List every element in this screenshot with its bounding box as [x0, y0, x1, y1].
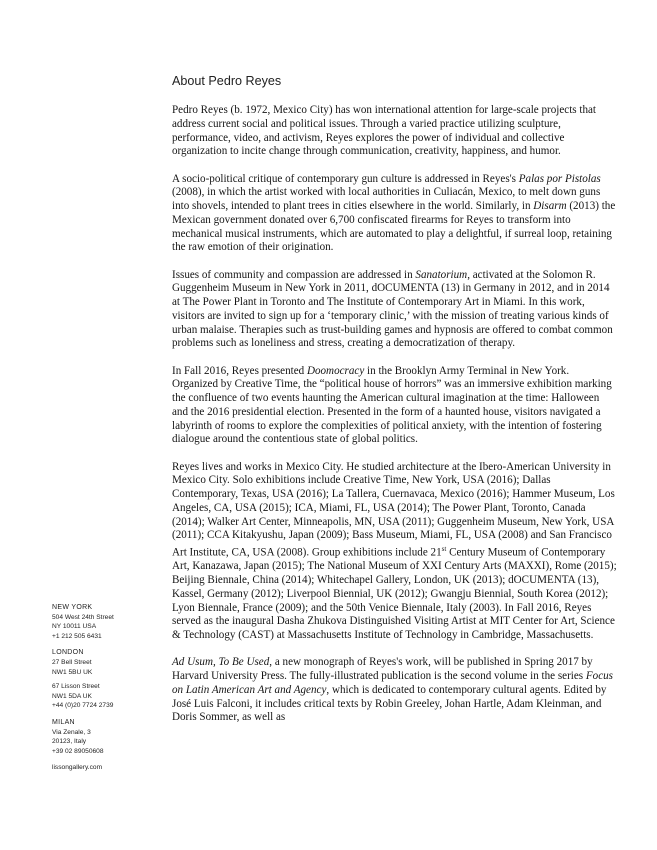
city-name: LONDON [52, 649, 84, 657]
paragraph-text: , a new monograph of Reyes's work, will be published in Spring 2017 by Harvard University Press. The fully-illustrated publication is the second volume in the series [172, 656, 593, 683]
gallery-addresses [52, 603, 162, 773]
city-name: NEW YORK [52, 604, 93, 611]
phone-number: +44 (0)20 7724 2739 [52, 702, 114, 710]
body-text [172, 104, 617, 739]
paragraph-text: A socio-political critique of contemporary gun culture is addressed in Reyes's [172, 172, 519, 185]
address-line: NW1 5BU UK [52, 668, 93, 676]
address-new-york [52, 603, 162, 641]
address-line: 20123, Italy [52, 738, 87, 746]
address-line: NW1 5DA UK [52, 692, 92, 700]
address-line: NY 10011 USA [52, 623, 97, 631]
paragraph-text: Reyes lives and works in Mexico City. He studied architecture at the Ibero-American University in Mexico City. Solo exhibitions include Creative Time, New York, USA (2016); Dallas Contemporary, Texas, USA (2016); La Tallera, Cuernavaca, Mexico (2016); Hammer Museum, Los Angeles, CA, USA (2015); ICA, Miami, FL, USA (2014); The Power Plant, Toronto, Canada (2014); Walker Art Center, Minneapolis, MN, USA (2011); Guggenheim Museum, New York, USA (2011); CCA Kitakyushu, Japan (2009); Bass Museum, Miami, FL, USA (2008) and San Francisco Art Institute, CA, USA (2008). Group exhibitions include 21 [172, 460, 615, 559]
series-title: Focus on Latin American Art and Agency [172, 670, 613, 696]
paragraph-text: , activated at the Solomon R. Guggenheim Museum in New York in 2011, dOCUMENTA (13) in Germany in 2012, and in 2014 at The Power Plant in Toronto and The Institute of Contemporary Art in Miami. In this work, visitors are invited to sign up for a ‘temporary clinic,’ with the mission of treating various kinds of urban malaise. Therapies such as trust-building games and hypnosis are offered to combat common problems such as loneliness and stress, creating a democratization of therapy. [172, 268, 613, 350]
artwork-title: Doomocracy [306, 364, 365, 377]
paragraph-monograph [172, 656, 617, 725]
artwork-title: Disarm [533, 200, 567, 212]
paragraph-text: Pedro Reyes (b. 1972, Mexico City) has won international attention for large-scale projects that address current social and political issues. Through a varied practice utilizing sculpture, performance, video, and activism, Reyes explores the power of individual and collective organization to incite change through communication, creativity, happiness, and humor. [172, 104, 597, 158]
paragraph-text: (2008), in which the artist worked with local authorities in Culiacán, Mexico, to melt down guns into shovels, intended to plant trees in cities elsewhere in the world. Similarly, in [172, 186, 601, 212]
paragraph-biography [172, 461, 617, 643]
artwork-title: Palas por Pistolas [518, 172, 601, 185]
phone-number: +39 02 89050608 [52, 747, 104, 755]
website-link[interactable]: lissongallery.com [52, 764, 103, 772]
artwork-title: Sanatorium [415, 268, 468, 281]
city-name: MILAN [52, 718, 75, 726]
address-line: 504 West 24th Street [52, 613, 114, 621]
paragraph-intro [172, 104, 617, 159]
address-line: Via Zenale, 3 [52, 728, 91, 736]
phone-number: +1 212 505 6431 [52, 632, 102, 640]
address-line: 27 Bell Street [52, 658, 92, 666]
paragraph-text: Century Museum of Contemporary Art, Kanazawa, Japan (2015); The National Museum of XXI Century Arts (MAXXI), Rome (2015); Beijing Biennale, China (2014); Whitechapel Gallery, London, UK (2013); dOCUMENTA (13), Kassel, Germany (2012); Liverpool Biennial, UK (2012); Gwangju Biennial, South Korea (2012); Lyon Biennale, France (2009); and the 50th Venice Biennale, Italy (2003). In Fall 2016, Reyes served as the inaugural Dasha Zhukova Distinguished Visiting Artist at MIT Center for Art, Science & Technology (CAST) at Massachusetts Institute of Technology in Cambridge, Massachusetts. [172, 546, 617, 642]
paragraph-gun-culture [172, 173, 617, 256]
paragraph-text: (2013) the Mexican government donated over 6,700 confiscated firearms for Reyes to transform into mechanical musical instruments, which are automated to play a delightful, if surreal loop, retaining the raw emotion of their origination. [172, 200, 616, 254]
paragraph-doomocracy [172, 365, 617, 448]
paragraph-text: , which is dedicated to contemporary cultural agents. Edited by José Luis Falconi, it includes critical texts by Robin Greeley, Johan Hartle, Adam Kleinman, and Doris Sommer, as well as [172, 683, 607, 724]
paragraph-text: Issues of community and compassion are addressed in [172, 268, 416, 281]
address-london [52, 648, 162, 711]
ordinal-superscript: st [441, 545, 447, 553]
address-milan [52, 718, 162, 756]
paragraph-text: in the Brooklyn Army Terminal in New York. Organized by Creative Time, the “political house of horrors” was an immersive exhibition marking the confluence of two events haunting the American cultural imagination at the time: Halloween and the 2016 presidential election. Presented in the form of a haunted house, visitors navigated a labyrinth of rooms to explore the complexities of political anxiety, with the intention of fostering dialogue around the contentious state of global politics. [172, 364, 612, 446]
page-title: About Pedro Reyes [172, 74, 282, 88]
paragraph-text: In Fall 2016, Reyes presented [172, 364, 307, 377]
paragraph-sanatorium [172, 269, 617, 352]
book-title: Ad Usum, To Be Used [172, 656, 270, 669]
address-line: 67 Lisson Street [52, 683, 100, 691]
